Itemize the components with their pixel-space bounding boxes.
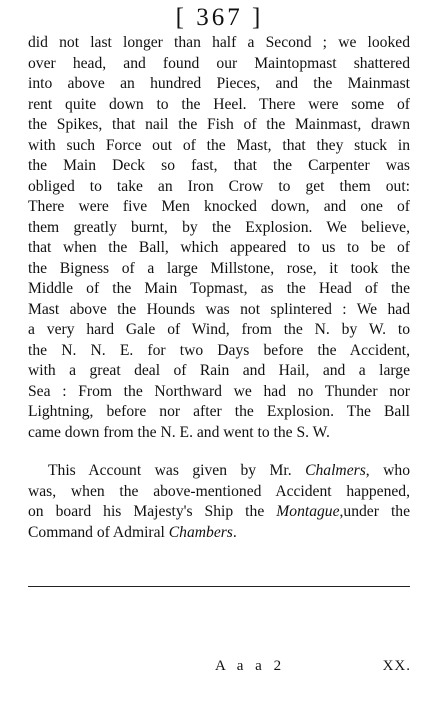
text-line: Sea : From the Northward we had no Thunder nor xyxy=(28,382,410,400)
text-line: did not last longer than half a Second ; we looked xyxy=(28,34,410,51)
text-run: ,under the xyxy=(339,503,411,520)
text-run: This Account was given by Mr. xyxy=(48,462,306,479)
text-line: the N. N. E. for two Days before the Accident, xyxy=(28,341,410,359)
paragraph-1 xyxy=(28,33,410,443)
text-line: them greatly burnt, by the Explosion. We believe, xyxy=(28,218,410,236)
text-line: with such Force out of the Mast, that they stuck in xyxy=(28,136,410,154)
text-line: the Bigness of a large Millstone, rose, it took the xyxy=(28,259,410,277)
text-line: Lightning, before nor after the Explosion. The Ball xyxy=(28,403,410,420)
text-run: on board his Majesty's Ship the xyxy=(28,503,277,520)
paragraph-2 xyxy=(28,461,410,543)
person-name: Chambers xyxy=(168,523,233,541)
text-line: with a great deal of Rain and Hail, and a large xyxy=(28,362,410,379)
text-line: into above an hundred Pieces, and the Mainmast xyxy=(28,75,410,92)
text-line: the Spikes, that nail the Fish of the Mainmast, drawn xyxy=(28,116,410,133)
catchword: XX. xyxy=(382,658,411,674)
body-text xyxy=(28,33,410,543)
text-line: There were five Men knocked down, and one of xyxy=(28,198,410,215)
text-line xyxy=(28,461,410,482)
text-line xyxy=(28,502,410,523)
text-line-last: came down from the N. E. and went to the S. W. xyxy=(28,423,330,441)
text-line: that when the Ball, which appeared to us to be of xyxy=(28,239,410,256)
paragraph-gap xyxy=(28,443,410,461)
text-line: was, when the above-mentioned Accident happened, xyxy=(28,482,410,500)
text-line-last xyxy=(28,523,410,544)
text-line: a very hard Gale of Wind, from the N. by W. to xyxy=(28,321,410,338)
text-line: Mast above the Hounds was not splintered : We had xyxy=(28,300,410,318)
text-line: the Main Deck so fast, that the Carpenter was xyxy=(28,157,410,174)
text-line: rent quite down to the Heel. There were some of xyxy=(28,95,410,113)
person-name: Chalmers xyxy=(305,462,366,479)
text-run: . xyxy=(232,523,237,541)
text-line: obliged to take an Iron Crow to get them out: xyxy=(28,177,410,195)
text-run: Command of Admiral xyxy=(28,523,169,541)
page-number: [ 367 ] xyxy=(175,4,264,31)
text-line: over head, and found our Maintopmast shattered xyxy=(28,54,410,72)
ship-name: Montague xyxy=(276,503,340,520)
text-line: Middle of the Main Topmast, as the Head of the xyxy=(28,280,410,297)
signature-mark: A a a 2 xyxy=(215,658,286,674)
text-run: , who xyxy=(365,462,410,479)
horizontal-rule xyxy=(28,586,410,587)
